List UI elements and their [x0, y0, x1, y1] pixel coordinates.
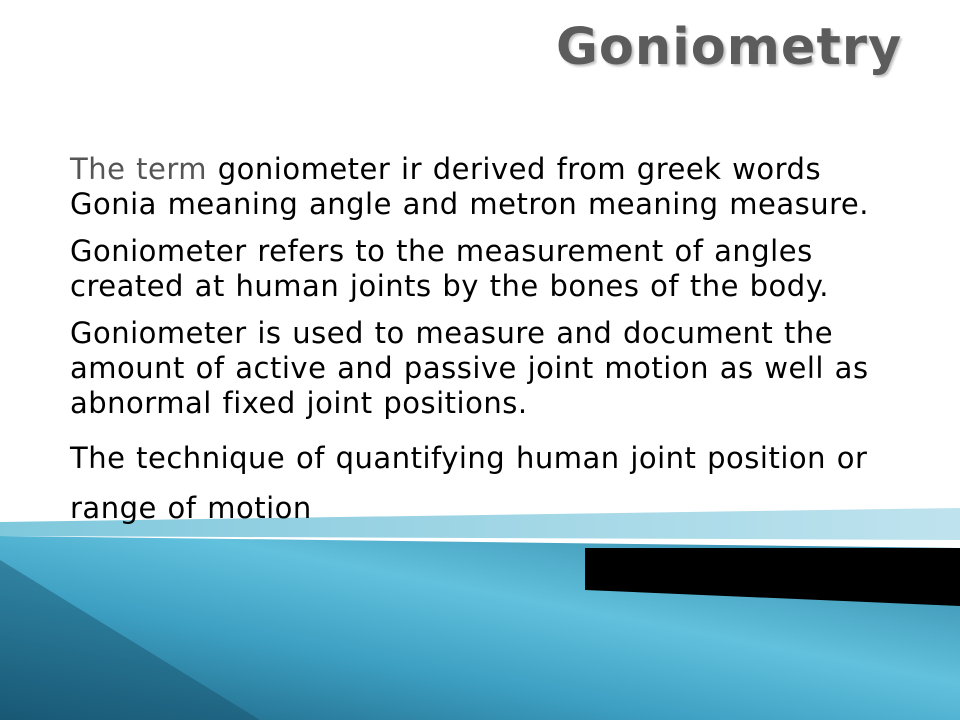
- paragraph-text: goniometer ir derived from greek words Gonia meaning angle and metron meaning measure.: [70, 152, 869, 221]
- slide-body: [70, 152, 910, 545]
- paragraph-measurement-definition: [70, 234, 910, 304]
- paragraph-text: Goniometer refers to the measurement of angles created at human joints by the bones of the body.: [70, 234, 829, 303]
- paragraph-lead-text: The term: [70, 152, 208, 186]
- paragraph-text: Goniometer is used to measure and document the amount of active and passive joint motion as well as abnormal fixed joint positions.: [70, 316, 869, 420]
- paragraph-technique: [70, 433, 910, 533]
- paragraph-term-definition: [70, 152, 910, 222]
- paragraph-text: The technique of quantifying human joint position or range of motion: [70, 441, 868, 525]
- paragraph-usage: [70, 316, 910, 421]
- slide-title: Goniometry: [556, 18, 903, 77]
